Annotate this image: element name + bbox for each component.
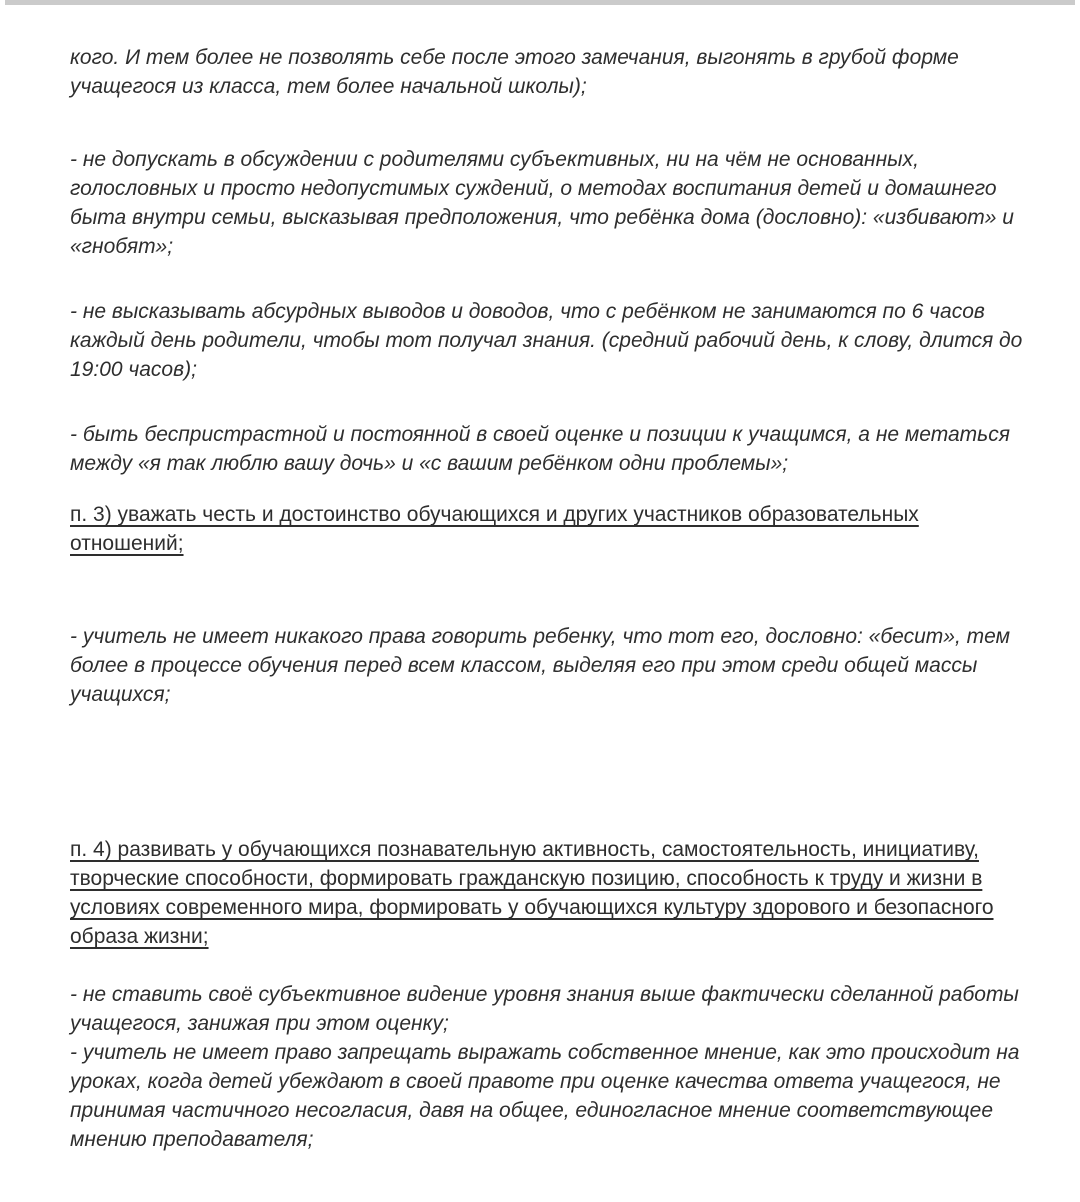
- paragraph-bullet-absurd-conclusions: - не высказывать абсурдных выводов и доводов, что с ребёнком не занимаются по 6 часов каждый день родители, чтобы тот получал знания. (средний рабочий день, к слову, длится до 19:00 часов);: [70, 300, 1023, 381]
- paragraph-clause-continuation: кого. И тем более не позволять себе после этого замечания, выгонять в грубой форме учащегося из класса, тем более начальной школы);: [70, 46, 959, 98]
- paragraph-bullet-impartial-position: - быть беспристрастной и постоянной в своей оценке и позиции к учащимся, а не метаться между «я так люблю вашу дочь» и «с вашим ребёнком одни проблемы»;: [70, 423, 1010, 475]
- paragraph-bullet-parents-discussion: - не допускать в обсуждении с родителями субъективных, ни на чём не основанных, голословных и просто недопустимых суждений, о методах воспитания детей и домашнего быта внутри семьи, высказывая предположения, что ребёнка дома (дословно): «избивают» и «гнобят»;: [70, 148, 1014, 258]
- paragraph-bullet-subjective-grading: - не ставить своё субъективное видение уровня знания выше фактически сделанной работы учащегося, занижая при этом оценку;: [70, 983, 1019, 1035]
- document-page: [0, 5, 1080, 1154]
- point-4-heading: п. 4) развивать у обучающихся познавательную активность, самостоятельность, инициативу, творческие способности, формировать гражданскую позицию, способность к труду и жизни в условиях современного мира, формировать у обучающихся культуру здорового и безопасного образа жизни;: [70, 838, 994, 948]
- point-3-heading: п. 3) уважать честь и достоинство обучающихся и других участников образовательных отношений;: [70, 503, 919, 555]
- paragraph-bullet-teacher-no-right-to-say: - учитель не имеет никакого права говорить ребенку, что тот его, дословно: «бесит», тем более в процессе обучения перед всем классом, выделяя его при этом среди общей массы учащихся;: [70, 625, 1010, 706]
- paragraph-bullet-own-opinion: - учитель не имеет право запрещать выражать собственное мнение, как это происходит на уроках, когда детей убеждают в своей правоте при оценке качества ответа учащегося, не принимая частичного несогласия, давя на общее, единогласное мнение соответствующее мнению преподавателя;: [70, 1041, 1020, 1151]
